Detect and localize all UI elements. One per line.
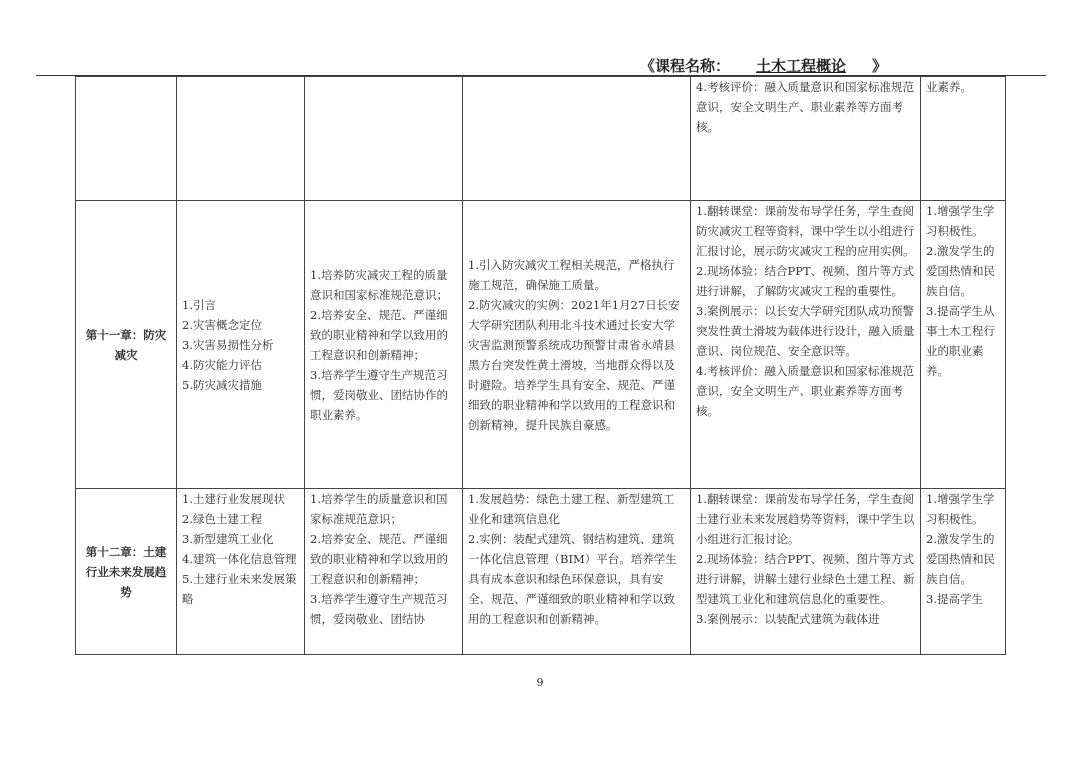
syllabus-table xyxy=(75,76,1006,655)
case-cell: 1.发展趋势：绿色土建工程、新型建筑工业化和建筑信息化 2.实例：装配式建筑、钢结构建筑、建筑一体化信息管理（BIM）平台。培养学生具有成本意识和绿色环保意识，具有安全、规范、严谨细致的职业精神和学以致用的工程意识和创新精神。 xyxy=(463,489,691,655)
effect-cell: 1.增强学生学习积极性。 2.激发学生的爱国热情和民族自信。 3.提高学生 xyxy=(921,489,1006,655)
course-header-suffix: 》 xyxy=(872,57,888,75)
ideology-goals-cell: 1.培养学生的质量意识和国家标准规范意识； 2.培养安全、规范、严谨细致的职业精神和学以致用的工程意识和创新精神； 3.培养学生遵守生产规范习惯，爱岗敬业、团结协 xyxy=(305,489,463,655)
content-cell: 1.土建行业发展现状 2.绿色土建工程 3.新型建筑工业化 4.建筑一体化信息管理 5.土建行业未来发展策略 xyxy=(177,489,305,655)
course-header xyxy=(640,55,887,76)
case-cell xyxy=(463,77,691,201)
table-row xyxy=(76,489,1006,655)
table-row xyxy=(76,201,1006,489)
chapter-cell xyxy=(76,77,177,201)
page-number: 9 xyxy=(536,676,544,689)
ideology-goals-cell xyxy=(305,77,463,201)
case-cell: 1.引入防灾减灾工程相关规范，严格执行施工规范，确保施工质量。 2.防灾减灾的实例：2021年1月27日长安大学研究团队利用北斗技术通过长安大学灾害监测预警系统成功预警甘肃省永靖县黑方台突发性黄土滑坡，当地群众得以及时避险。培养学生具有安全、规范、严谨细致的职业精神和学以致用的工程意识和创新精神，提升民族自豪感。 xyxy=(463,201,691,489)
method-cell: 4.考核评价：融入质量意识和国家标准规范意识，安全文明生产、职业素养等方面考核。 xyxy=(691,77,921,201)
method-cell: 1.翻转课堂：课前发布导学任务，学生查阅防灾减灾工程等资料，课中学生以小组进行汇报讨论，展示防灾减灾工程的应用实例。 2.现场体验：结合PPT、视频、图片等方式进行讲解，了解防灾减灾工程的重要性。 3.案例展示：以长安大学研究团队成功预警突发性黄土滑坡为载体进行设计，融入质量意识、岗位规范、安全意识等。 4.考核评价：融入质量意识和国家标准规范意识，安全文明生产、职业素养等方面考核。 xyxy=(691,201,921,489)
course-header-prefix: 《课程名称： xyxy=(640,57,731,75)
course-name: 土木工程概论 xyxy=(756,57,847,75)
ideology-goals-cell: 1.培养防灾减灾工程的质量意识和国家标准规范意识； 2.培养安全、规范、严谨细致的职业精神和学以致用的工程意识和创新精神； 3.培养学生遵守生产规范习惯，爱岗敬业、团结协作的职业素养。 xyxy=(305,201,463,489)
table-row xyxy=(76,77,1006,201)
effect-cell: 业素养。 xyxy=(921,77,1006,201)
chapter-cell: 第十一章：防灾减灾 xyxy=(76,201,177,489)
method-cell: 1.翻转课堂：课前发布导学任务，学生查阅土建行业未来发展趋势等资料，课中学生以小组进行汇报讨论。 2.现场体验：结合PPT、视频、图片等方式进行讲解，讲解土建行业绿色土建工程、新型建筑工业化和建筑信息化的重要性。 3.案例展示：以装配式建筑为载体进 xyxy=(691,489,921,655)
content-cell: 1.引言 2.灾害概念定位 3.灾害易损性分析 4.防灾能力评估 5.防灾减灾措施 xyxy=(177,201,305,489)
chapter-cell: 第十二章：土建行业未来发展趋势 xyxy=(76,489,177,655)
effect-cell: 1.增强学生学习积极性。 2.激发学生的爱国热情和民族自信。 3.提高学生从事土木工程行业的职业素养。 xyxy=(921,201,1006,489)
content-cell xyxy=(177,77,305,201)
